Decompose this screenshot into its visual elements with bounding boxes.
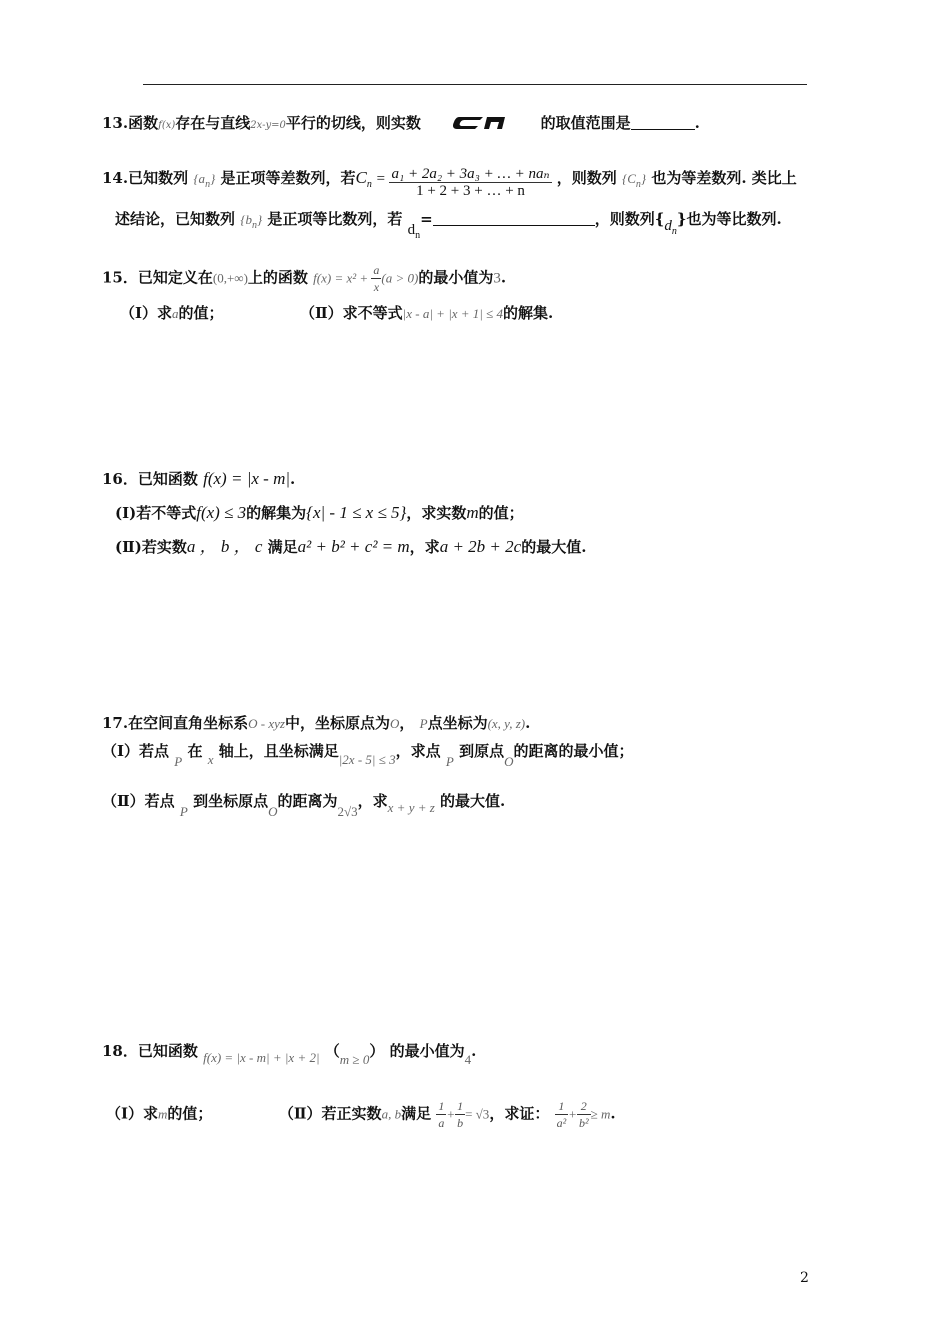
q18-p1: （Ⅰ）求: [106, 1104, 159, 1123]
q15-domain: (0,+∞): [212, 270, 248, 286]
q18-text-a: 已知函数: [137, 1042, 198, 1060]
q17-label: 17.: [102, 714, 129, 732]
q17-p1-end: 的距离的最小值；: [513, 742, 634, 760]
q18-paren-close: ）: [369, 1042, 385, 1060]
q14-an: $\{a_n\}$: [193, 171, 216, 190]
q13-text-d: 的取值范围是: [540, 114, 631, 132]
q15-text-b: 上的函数: [247, 268, 308, 287]
q15-cond: (a > 0): [381, 270, 419, 286]
q16-p1-c: ，求实数: [406, 504, 467, 522]
q13-text-c: 平行的切线，则实数: [285, 114, 421, 132]
q16-p1-b: 的解集为: [246, 504, 307, 522]
question-18-parts: [106, 1098, 616, 1131]
q16-end: .: [290, 470, 296, 488]
q16-p2-vars: a ， b ， c: [186, 537, 263, 556]
q18-plus-1: +: [446, 1106, 456, 1122]
q18-label: 18．: [102, 1042, 138, 1060]
q17-p1-p: P: [174, 754, 183, 769]
q18-plus-2: +: [568, 1106, 577, 1122]
q16-p2-c: ，求: [409, 538, 440, 556]
q14-fraction: [389, 166, 551, 199]
q14-text-e: 述结论，已知数列: [115, 210, 236, 228]
q16-text-a: 已知函数: [137, 470, 198, 488]
q14-label: 14.: [102, 169, 129, 187]
q13-end: .: [694, 114, 700, 132]
q17-p1-d: ，求点: [395, 742, 441, 760]
q13-line: 2x-y=0: [250, 120, 286, 131]
q17-p1-ineq: |2x - 5| ≤ 3: [338, 752, 396, 767]
q17-p2-c: 的距离为: [277, 792, 338, 810]
q15-p2: （Ⅱ）求不等式: [300, 304, 403, 322]
q15-end: .: [500, 268, 507, 287]
q18-p1-end: 的值；: [167, 1104, 213, 1123]
q17-p2-b: 到坐标原点: [193, 792, 269, 810]
q13-label: 13.: [102, 114, 129, 132]
q16-p1-set: {x| - 1 ≤ x ≤ 5}: [306, 503, 407, 522]
q14-text-a: 已知数列: [128, 169, 189, 187]
q18-p2-end: .: [610, 1104, 616, 1123]
question-16-part-2: [115, 536, 586, 558]
q15-p1-end: 的值；: [178, 304, 224, 322]
q17-p: P: [419, 716, 428, 731]
q17-text-c: ，: [399, 714, 415, 732]
q17-p2-o: O: [268, 804, 278, 819]
q15-func: f(x) = x² +: [313, 270, 372, 286]
question-16-part-1: [115, 502, 524, 524]
q17-p2-dist: 2√3: [337, 804, 358, 819]
question-17-part-2: [102, 790, 505, 823]
q18-end: .: [471, 1042, 477, 1060]
q17-p1-o: O: [504, 754, 514, 769]
q16-p2-end: 的最大值.: [521, 538, 587, 556]
q17-p1-p2: P: [445, 754, 454, 769]
q14-bn: $\{b_n\}$: [240, 212, 263, 231]
q18-p2-c: ，求证：: [489, 1104, 550, 1123]
q17-p2-d: ，求: [357, 792, 388, 810]
q13-text-a: 函数: [128, 114, 159, 132]
q17-end: .: [525, 714, 531, 732]
q17-p1: （Ⅰ）若点: [102, 742, 170, 760]
q13-func: f(x): [158, 120, 176, 131]
q15-p2-end: 的解集.: [503, 304, 554, 322]
q14-cn2: $\{C_n\}$: [622, 171, 647, 190]
q15-text-c: 的最小值为: [418, 268, 494, 287]
italic-a-glyph-icon: [453, 115, 509, 131]
q17-p2-expr: x + y + z: [387, 800, 435, 815]
q14-answer-blank: [433, 209, 595, 226]
q14-dn2: $d_n$: [664, 218, 677, 237]
q14-text-b: 是正项等差数列，若: [220, 169, 356, 187]
q16-p1: (Ⅰ)若不等式: [115, 504, 197, 522]
q16-func: f(x) = |x - m|: [203, 469, 291, 488]
q14-numerator: a₁ + 2a₂ + 3a₃ + … + naₙ: [391, 166, 550, 182]
q18-text-b: 的最小值为: [389, 1042, 465, 1060]
page-number: 2: [800, 1270, 809, 1286]
question-18: [102, 1040, 476, 1071]
q15-text-a: 已知定义在: [137, 268, 213, 287]
q14-text-d: 也为等差数列. 类比上: [651, 169, 797, 187]
q18-frac-2: $\frac{1}{b}$: [457, 1099, 464, 1130]
q17-p1-b: 在: [187, 742, 203, 760]
q18-cond: m ≥ 0: [339, 1052, 370, 1067]
q18-frac-1: $\frac{1}{a}$: [438, 1099, 445, 1130]
question-14-line-1: 14.已知数列 $\{a_n\}$ 是正项等差数列，若$C_n$ = $\frac{\text{a₁ + 2a₂ + 3a₃ + … + naₙ}}{1 + 2 + 3 + \dots + n}$ ，则数列 $\{C_n\}$ 也为等差数列. 类比上: [102, 166, 797, 199]
q17-p1-e: 到原点: [459, 742, 505, 760]
q17-p2-end: 的最大值.: [440, 792, 506, 810]
q14-dn: $d_n$: [407, 222, 421, 241]
q14-text-h: }也为等比数列.: [676, 210, 782, 228]
q15-frac-den: x: [373, 280, 380, 294]
q17-coords: (x, y, z): [487, 716, 526, 731]
q14-text-g: ，则数列{: [594, 210, 665, 228]
q14-text-f: 是正项等比数列，若: [267, 210, 403, 228]
q15-fraction: [371, 262, 381, 295]
q14-denominator: 1 + 2 + 3 + … + n: [416, 183, 525, 199]
q13-answer-blank: [631, 113, 695, 130]
q18-p2-ineq: ≥ m: [590, 1106, 611, 1122]
q17-text-d: 点坐标为: [427, 714, 488, 732]
q17-p2: （Ⅱ）若点: [102, 792, 175, 810]
question-15-parts: [120, 302, 553, 325]
q15-frac-num: a: [373, 263, 380, 277]
q18-frac-4: $\frac{2}{\text{b²}}$: [578, 1099, 589, 1130]
q14-cn: $C_n$: [355, 168, 372, 190]
q18-paren-open: （: [324, 1042, 340, 1060]
q17-p1-c: 轴上，且坐标满足: [218, 742, 339, 760]
q17-text-b: 中，坐标原点为: [284, 714, 390, 732]
q17-sys: O - xyz: [248, 716, 285, 731]
question-17-part-1: [102, 740, 633, 773]
q17-origin: O: [389, 716, 400, 731]
question-14-line-2: [115, 208, 782, 247]
q13-text-b: 存在与直线: [175, 114, 251, 132]
q16-p2-eq: a² + b² + c² = m: [297, 537, 410, 556]
q15-p1-var: a: [172, 306, 179, 321]
q14-eq: =: [420, 210, 433, 228]
q15-label: 15．: [102, 268, 138, 287]
question-17: [102, 712, 530, 735]
q16-p2-b: 满足: [267, 538, 298, 556]
question-13: [102, 112, 700, 137]
q15-min: 3: [493, 270, 501, 287]
q16-p1-ineq: f(x) ≤ 3: [196, 503, 247, 522]
question-15: [102, 262, 506, 295]
q16-p2: (Ⅱ)若实数: [115, 538, 187, 556]
q18-p2-eq: = √3: [465, 1106, 490, 1122]
question-16: [102, 468, 295, 490]
q18-func: f(x) = |x - m| + |x + 2|: [203, 1050, 320, 1065]
q14-text-c: ，则数列: [556, 169, 617, 187]
q15-p2-ineq: |x - a| + |x + 1| ≤ 4: [402, 306, 504, 321]
q16-p1-end: 的值；: [478, 504, 524, 522]
q17-text-a: 在空间直角坐标系: [128, 714, 249, 732]
q17-p1-x: x: [207, 752, 214, 767]
q18-frac-3: $\frac{1}{\text{a²}}$: [556, 1099, 567, 1130]
q16-label: 16．: [102, 470, 138, 488]
q15-p1: （Ⅰ）求: [120, 304, 173, 322]
q18-min: 4: [464, 1052, 472, 1067]
q16-p1-var: m: [466, 503, 479, 522]
q18-p2-b: 满足: [401, 1104, 432, 1123]
header-rule: [143, 84, 807, 85]
q16-p2-expr: a + 2b + 2c: [439, 537, 522, 556]
q18-p2-vars: a, b: [381, 1106, 402, 1122]
q17-p2-p: P: [179, 804, 188, 819]
q18-p1-var: m: [158, 1106, 168, 1122]
q18-p2: （Ⅱ）若正实数: [278, 1104, 382, 1123]
